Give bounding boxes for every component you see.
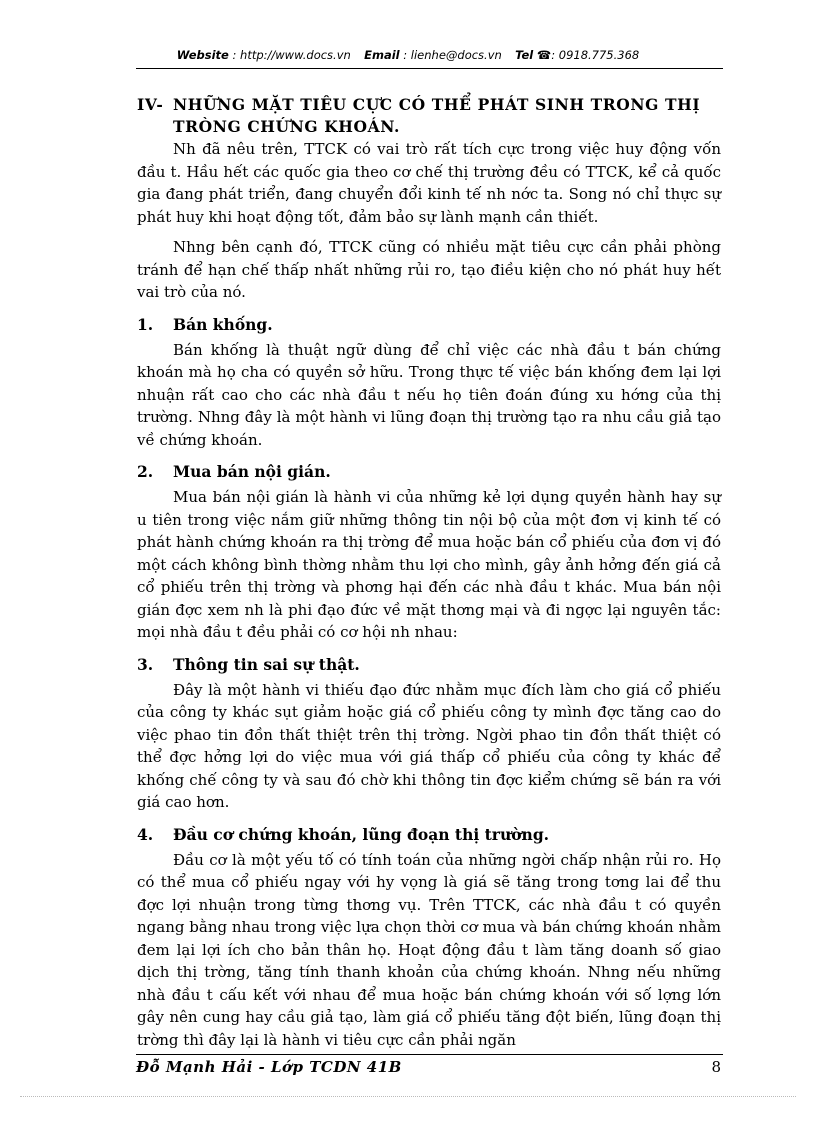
document-body <box>137 94 721 1051</box>
intro-paragraph-2: Nhng bên cạnh đó, TTCK cũng có nhiều mặt tiêu cực cần phải phòng tránh để hạn chế thấp nhất những rủi ro, tạo điều kiện cho nó phát huy hết vai trò của nó. <box>137 238 721 301</box>
subsection-heading-4 <box>137 824 721 846</box>
footer-divider <box>136 1054 723 1055</box>
subsection-title: Mua bán nội gián. <box>173 462 331 481</box>
page-footer <box>136 1058 723 1082</box>
subsection-title: Đầu cơ chứng khoán, lũng đoạn thị trường. <box>173 824 550 844</box>
section-title: NHỮNG MẶT TIÊU CỰC CÓ THỂ PHÁT SINH TRONG THỊ TRÒNG CHỨNG KHOÁN. <box>173 95 701 136</box>
subsection-heading-1 <box>137 314 721 336</box>
website-value: : http://www.docs.vn <box>232 48 351 62</box>
page-bottom-rule <box>20 1096 796 1097</box>
section-number: IV- <box>137 95 164 114</box>
website-label: Website <box>176 48 229 62</box>
subsection-body-1: Bán khống là thuật ngữ dùng để chỉ việc các nhà đầu t bán chứng khoán mà họ cha có quyền sở hữu. Trong thực tế việc bán khống đem lại lợi nhuận rất cao cho các nhà đầu t nếu họ tiên đoán đúng xu hớng của thị trường. Nhng đây là một hành vi lũng đoạn thị trường tạo ra nhu cầu giả tạo về chứng khoán. <box>137 340 721 449</box>
subsection-body-4: Đầu cơ là một yếu tố có tính toán của những ngời chấp nhận rủi ro. Họ có thể mua cổ phiếu ngay với hy vọng là giá sẽ tăng trong tơng lai để thu đợc lợi nhuận trong từng thơng vụ. Trên TTCK, các nhà đầu t có quyền ngang bằng nhau trong việc lựa chọn thời cơ mua và bán chứng khoán nhằm đem lại lợi ích cho bản thân họ. Hoạt động đầu t làm tăng doanh số giao dịch thị trờng, tăng tính thanh khoản của chứng khoán. Nhng nếu những nhà đầu t cấu kết với nhau để mua hoặc bán chứng khoán với số lợng lớn gây nên cung hay cầu giả tạo, làm giá cổ phiếu tăng đột biến, lũng đoạn thị trờng thì đây lại là hành vi tiêu cực cần phải ngăn <box>137 850 721 1049</box>
subsection-title: Thông tin sai sự thật. <box>173 654 360 674</box>
email-label: Email <box>364 48 400 62</box>
subsection-body-2: Mua bán nội gián là hành vi của những kẻ lợi dụng quyền hành hay sự u tiên trong việc nắm giữ những thông tin nội bộ của một đơn vị kinh tế có phát hành chứng khoán ra thị trờng để mua hoặc bán cổ phiếu của đơn vị đó một cách không bình thờng nhằm thu lợi cho mình, gây ảnh hởng đến giá cả cổ phiếu trên thị trờng và phơng hại đến các nhà đầu t khác. Mua bán nội gián đợc xem nh là phi đạo đức về mặt thơng mại và đi ngợc lại nguyên tắc: mọi nhà đầu t đều phải có cơ hội nh nhau: <box>137 488 721 641</box>
subsection-number: 2. <box>137 462 154 481</box>
footer-author: Đỗ Mạnh Hải - Lớp TCDN 41B <box>136 1058 402 1076</box>
header-divider <box>136 68 723 69</box>
subsection-heading-3 <box>137 654 721 676</box>
subsection-body-3: Đây là một hành vi thiếu đạo đức nhằm mục đích làm cho giá cổ phiếu của công ty khác sụt giảm hoặc giá cổ phiếu công ty mình đợc tăng cao do việc phao tin đồn thất thiệt trên thị trờng. Ngời phao tin đồn thất thiệt có thể đợc hởng lợi do việc mua với giá thấp cổ phiếu của công ty khác để khống chế công ty và sau đó chờ khi thông tin đợc kiểm chứng sẽ bán ra với giá cao hơn. <box>137 680 721 811</box>
subsection-number: 3. <box>137 654 154 674</box>
tel-value: : 0918.775.368 <box>551 48 640 62</box>
subsection-heading-2 <box>137 461 721 483</box>
tel-label: Tel <box>515 48 534 62</box>
page-header <box>0 48 816 62</box>
section-heading <box>137 94 721 138</box>
intro-paragraph-1: Nh đã nêu trên, TTCK có vai trò rất tích cực trong việc huy động vốn đầu t. Hầu hết các quốc gia theo cơ chế thị trường đều có TTCK, kể cả quốc gia đang phát triển, đang chuyển đổi kinh tế nh nớc ta. Song nó chỉ thực sự phát huy khi hoạt động tốt, đảm bảo sự lành mạnh cần thiết. <box>137 140 721 226</box>
page-number: 8 <box>711 1058 721 1076</box>
subsection-number: 4. <box>137 824 154 844</box>
subsection-title: Bán khống. <box>173 314 273 334</box>
subsection-number: 1. <box>137 314 154 334</box>
phone-icon: ☎ <box>536 48 552 62</box>
email-value: : lienhe@docs.vn <box>403 48 502 62</box>
